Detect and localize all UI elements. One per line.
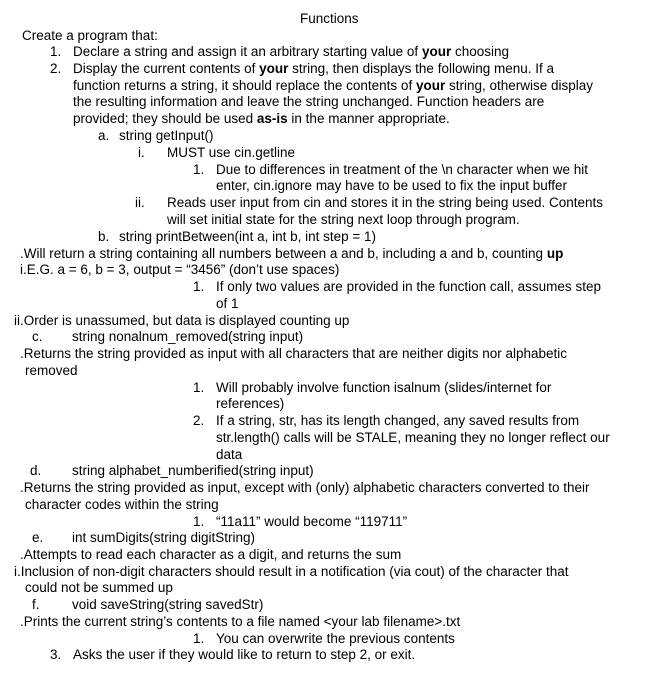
step-2-line-2: function returns a string, it should replace the contents of your string, otherwise display — [73, 78, 594, 93]
function-a-header: string getInput() — [119, 128, 214, 143]
function-d-line-1: .Returns the string provided as input, except with (only) alphabetic characters converted to their — [20, 480, 590, 495]
function-a-label: a. — [98, 128, 110, 143]
step-1-number: 1. — [50, 44, 62, 59]
function-d-header: string alphabet_numberified(string input) — [72, 463, 314, 478]
function-c-note-2-line-3: data — [216, 447, 243, 462]
function-c-header: string nonalnum_removed(string input) — [72, 329, 304, 344]
function-f-line-1: .Prints the current string’s contents to a file named <your lab filename>.txt — [20, 614, 461, 629]
function-c-note-2-line-2: str.length() calls will be STALE, meaning they no longer reflect our — [216, 430, 610, 445]
function-a-i-text: MUST use cin.getline — [167, 145, 296, 160]
function-d-label: d. — [30, 463, 42, 478]
step-2-number: 2. — [50, 61, 62, 76]
function-b-label: b. — [98, 229, 110, 244]
function-c-line-2: removed — [25, 363, 78, 378]
function-a-i-1-number: 1. — [193, 162, 205, 177]
page-title: Functions — [300, 11, 359, 26]
function-f-note-1-text: You can overwrite the previous contents — [216, 631, 455, 646]
function-d-line-2: character codes within the string — [25, 497, 219, 512]
function-b-line-3: ii.Order is unassumed, but data is displayed counting up — [14, 313, 350, 328]
intro-text: Create a program that: — [22, 28, 158, 43]
function-a-i-label: i. — [138, 145, 145, 160]
function-b-header: string printBetween(int a, int b, int step = 1) — [119, 229, 377, 244]
function-c-line-1: .Returns the string provided as input with all characters that are neither digits nor alphabetic — [20, 346, 568, 361]
function-b-line-2: i.E.G. a = 6, b = 3, output = “3456” (don’t use spaces) — [20, 262, 340, 277]
function-b-note-1-line-2: of 1 — [216, 296, 239, 311]
function-e-label: e. — [32, 530, 44, 545]
function-c-note-1-number: 1. — [193, 380, 205, 395]
function-f-header: void saveString(string savedStr) — [72, 597, 264, 612]
function-d-note-1-number: 1. — [193, 514, 205, 529]
function-a-ii-label: ii. — [135, 195, 145, 210]
step-2-line-3: the resulting information and leave the string unchanged. Function headers are — [73, 94, 545, 109]
function-e-line-3: could not be summed up — [25, 580, 173, 595]
function-b-note-1-line-1: If only two values are provided in the function call, assumes step — [216, 279, 601, 294]
function-b-note-1-number: 1. — [193, 279, 205, 294]
function-a-i-1-line-2: enter, cin.ignore may have to be used to fix the input buffer — [216, 178, 567, 193]
function-c-note-1-line-1: Will probably involve function isalnum (slides/internet for — [216, 380, 552, 395]
function-f-note-1-number: 1. — [193, 631, 205, 646]
step-2-line-1: Display the current contents of your string, then displays the following menu. If a — [73, 61, 555, 76]
function-b-line-1: .Will return a string containing all numbers between a and b, including a and b, counting up — [20, 246, 564, 261]
function-f-label: f. — [32, 597, 40, 612]
step-2-line-4: provided; they should be used as-is in the manner appropriate. — [73, 111, 450, 126]
function-e-header: int sumDigits(string digitString) — [72, 530, 256, 545]
function-a-ii-line-2: will set initial state for the string next loop through program. — [167, 212, 520, 227]
function-c-note-2-line-1: If a string, str, has its length changed, any saved results from — [216, 413, 580, 428]
step-1-text: Declare a string and assign it an arbitrary starting value of your choosing — [73, 44, 509, 59]
function-d-note-1-text: “11a11” would become “119711” — [216, 514, 408, 529]
step-3-number: 3. — [50, 647, 62, 662]
function-c-note-2-number: 2. — [193, 413, 205, 428]
function-a-i-1-line-1: Due to differences in treatment of the \n character when we hit — [216, 162, 588, 177]
function-c-note-1-line-2: references) — [216, 396, 285, 411]
function-c-label: c. — [32, 329, 43, 344]
function-e-line-1: .Attempts to read each character as a digit, and returns the sum — [20, 547, 402, 562]
function-a-ii-line-1: Reads user input from cin and stores it in the string being used. Contents — [167, 195, 603, 210]
step-3-text: Asks the user if they would like to return to step 2, or exit. — [73, 647, 416, 662]
function-e-line-2: i.Inclusion of non-digit characters should result in a notification (via cout) of the character that — [14, 564, 569, 579]
